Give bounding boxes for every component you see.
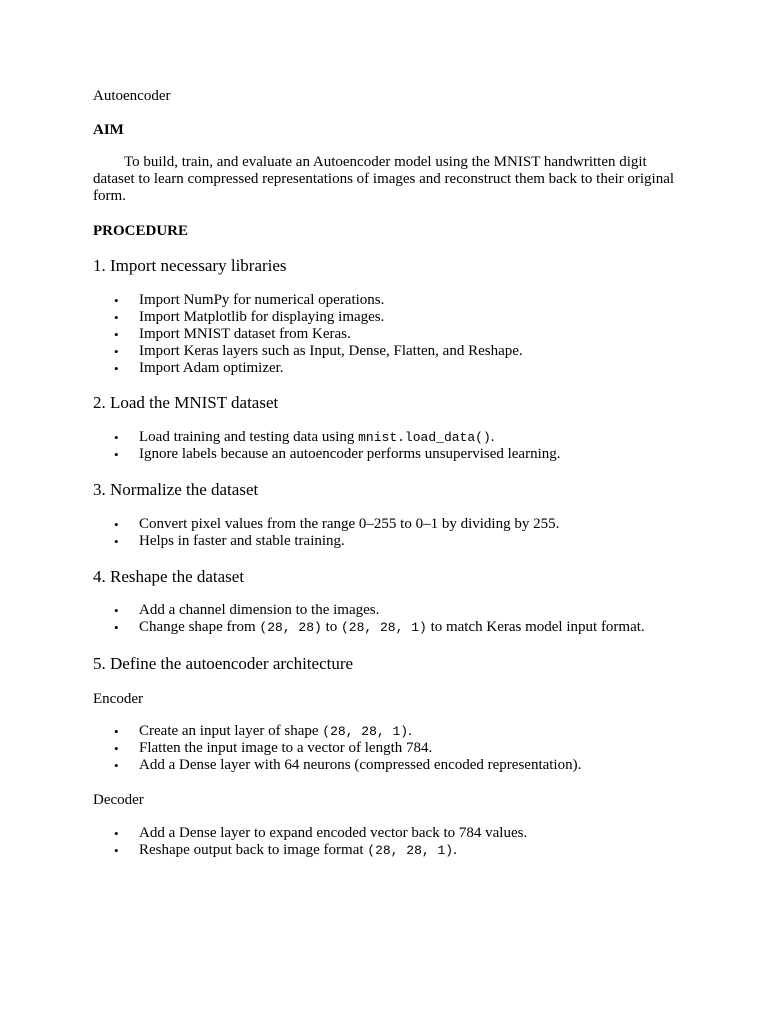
- step-5-heading: 5. Define the autoencoder architecture: [93, 654, 354, 673]
- bullet-icon: •: [114, 361, 119, 376]
- code-snippet: (28, 28, 1): [340, 620, 427, 635]
- bullet-icon: •: [114, 430, 119, 445]
- encoder-heading: Encoder: [93, 691, 143, 707]
- procedure-heading: PROCEDURE: [93, 223, 189, 239]
- bullet-icon: •: [114, 447, 119, 462]
- decoder-heading: Decoder: [93, 792, 144, 808]
- bullet-icon: •: [114, 310, 119, 325]
- list-item: • Reshape output back to image format (28, 28, 1).: [114, 842, 457, 858]
- bullet-icon: •: [114, 603, 119, 618]
- list-item: • Change shape from (28, 28) to (28, 28, 1) to match Keras model input format.: [114, 619, 645, 635]
- bullet-icon: •: [114, 327, 119, 342]
- bullet-icon: •: [114, 724, 119, 739]
- list-item: • Ignore labels because an autoencoder performs unsupervised learning.: [114, 446, 561, 462]
- list-item: • Import Adam optimizer.: [114, 360, 284, 376]
- step-2-list: [93, 429, 713, 463]
- list-item: • Create an input layer of shape (28, 28, 1).: [114, 723, 412, 739]
- encoder-list: [93, 723, 713, 774]
- step-1-heading: 1. Import necessary libraries: [93, 256, 287, 275]
- list-item: • Import Matplotlib for displaying images.: [114, 309, 385, 325]
- step-3-list: [93, 516, 713, 550]
- list-item: • Add a Dense layer to expand encoded vector back to 784 values.: [114, 825, 528, 841]
- code-snippet: (28, 28): [259, 620, 322, 635]
- bullet-icon: •: [114, 344, 119, 359]
- bullet-icon: •: [114, 517, 119, 532]
- aim-paragraph: To build, train, and evaluate an Autoencoder model using the MNIST handwritten digit dataset to learn compressed representations of images and reconstruct them back to their original form.: [93, 154, 675, 204]
- code-snippet: (28, 28, 1): [322, 724, 409, 739]
- list-item: • Import NumPy for numerical operations.: [114, 292, 385, 308]
- list-item: • Flatten the input image to a vector of length 784.: [114, 740, 433, 756]
- bullet-icon: •: [114, 843, 119, 858]
- list-item: • Add a channel dimension to the images.: [114, 602, 380, 618]
- bullet-icon: •: [114, 826, 119, 841]
- bullet-icon: •: [114, 534, 119, 549]
- bullet-icon: •: [114, 620, 119, 635]
- code-snippet: (28, 28, 1): [367, 843, 454, 858]
- document-title: Autoencoder: [93, 88, 171, 104]
- step-4-list: [93, 602, 713, 636]
- list-item: • Convert pixel values from the range 0–255 to 0–1 by dividing by 255.: [114, 516, 560, 532]
- bullet-icon: •: [114, 758, 119, 773]
- list-item: • Load training and testing data using mnist.load_data().: [114, 429, 495, 445]
- bullet-icon: •: [114, 293, 119, 308]
- list-item: • Import MNIST dataset from Keras.: [114, 326, 351, 342]
- list-item: • Helps in faster and stable training.: [114, 533, 345, 549]
- step-4-heading: 4. Reshape the dataset: [93, 567, 245, 586]
- step-2-heading: 2. Load the MNIST dataset: [93, 393, 279, 412]
- step-3-heading: 3. Normalize the dataset: [93, 480, 259, 499]
- aim-heading: AIM: [93, 122, 124, 138]
- code-snippet: mnist.load_data(): [358, 430, 491, 445]
- decoder-list: [93, 825, 713, 859]
- bullet-icon: •: [114, 741, 119, 756]
- step-1-list: [93, 292, 713, 377]
- list-item: • Import Keras layers such as Input, Dense, Flatten, and Reshape.: [114, 343, 523, 359]
- list-item: • Add a Dense layer with 64 neurons (compressed encoded representation).: [114, 757, 582, 773]
